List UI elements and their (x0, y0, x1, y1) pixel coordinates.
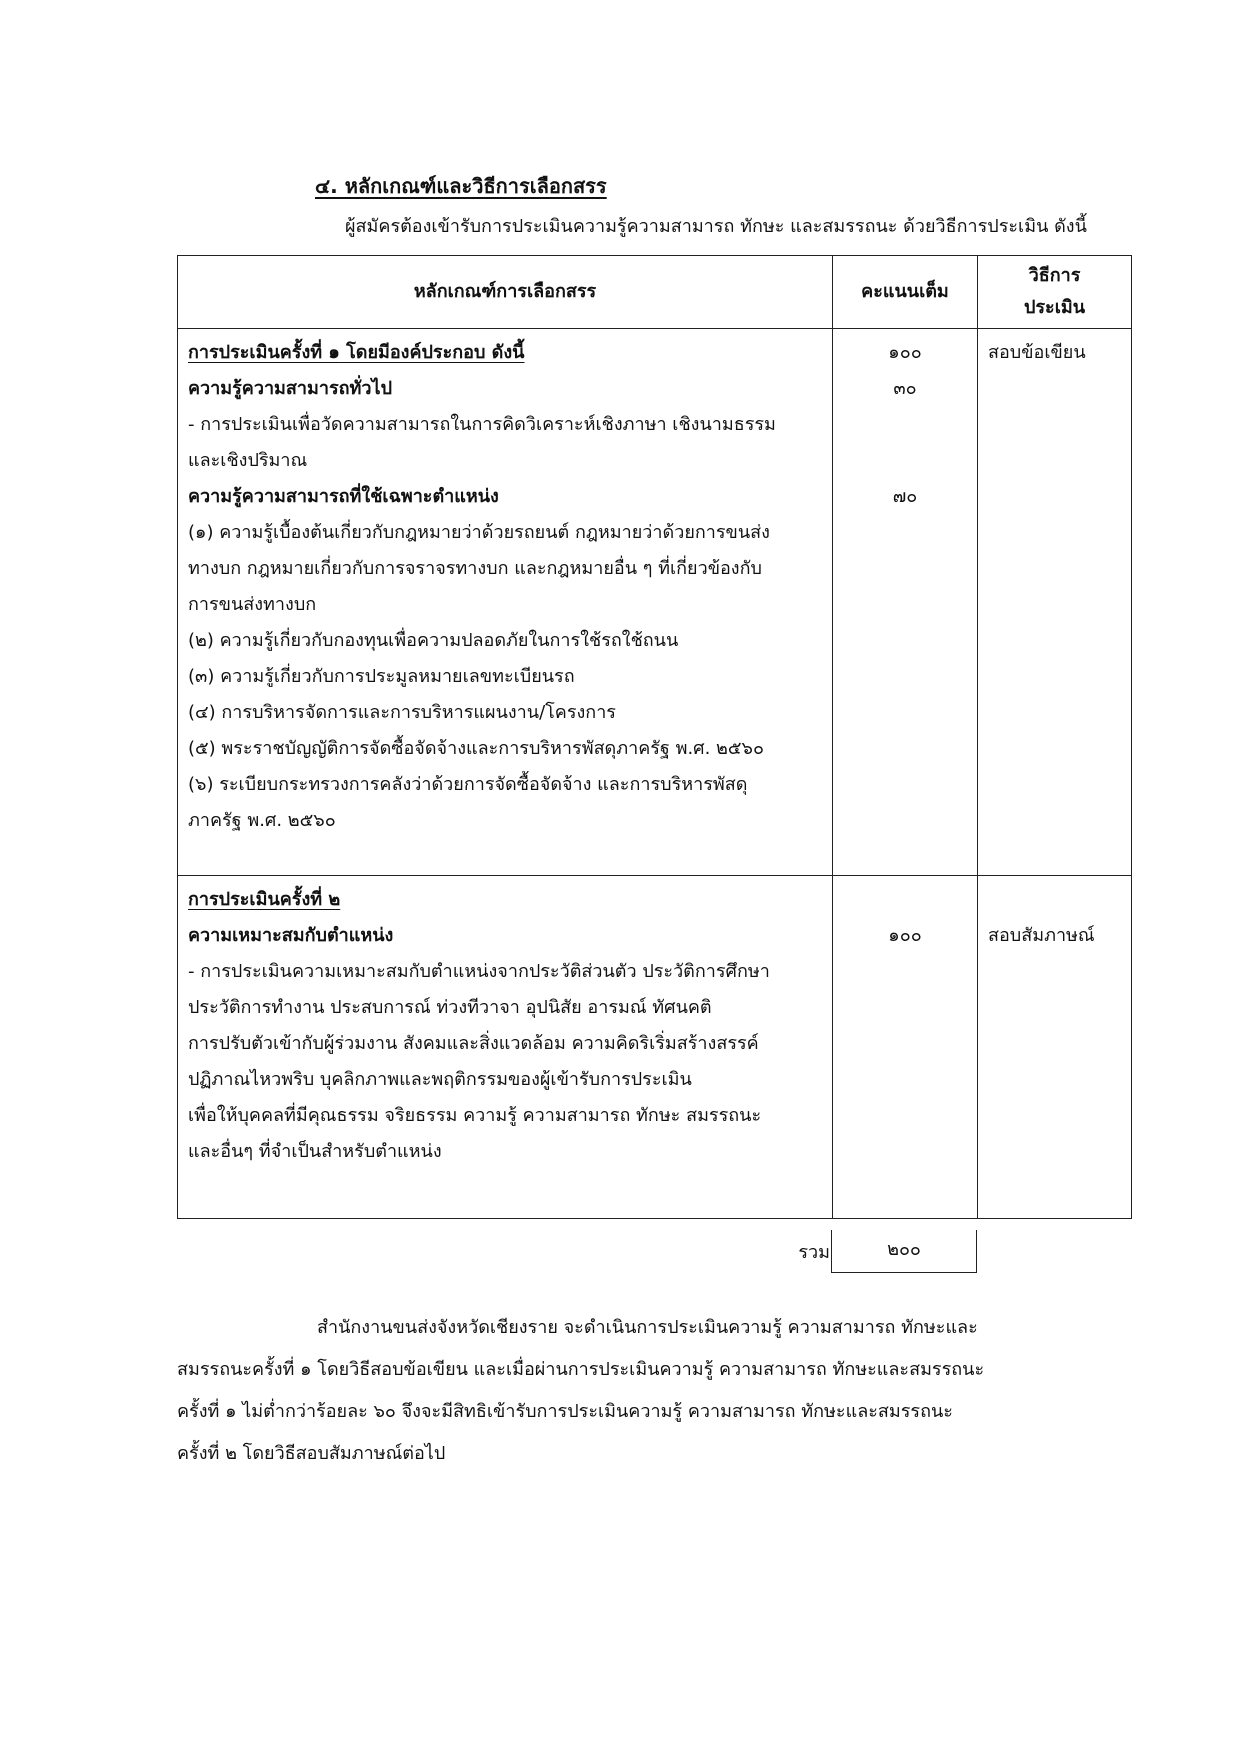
suitability-line: ประวัติการทำงาน ประสบการณ์ ท่วงทีวาจา อุปนิสัย อารมณ์ ทัศนคติ (188, 997, 712, 1018)
table-row-assessment-2 (178, 876, 1132, 1219)
assessment-2-scores (833, 876, 978, 1219)
general-knowledge-line: - การประเมินเพื่อวัดความสามารถในการคิดวิเคราะห์เชิงภาษา เชิงนามธรรม (188, 414, 776, 435)
specific-knowledge-line: การขนส่งทางบก (188, 594, 317, 615)
assessment-2-method-cell (978, 876, 1132, 1219)
suitability-line: - การประเมินความเหมาะสมกับตำแหน่งจากประวัติส่วนตัว ประวัติการศึกษา (188, 961, 770, 982)
specific-knowledge-line: ภาครัฐ พ.ศ. ๒๕๖๐ (188, 810, 336, 831)
total-label: รวม (798, 1242, 830, 1263)
general-knowledge-line: และเชิงปริมาณ (188, 450, 308, 471)
suitability-line: การปรับตัวเข้ากับผู้ร่วมงาน สังคมและสิ่งแวดล้อม ความคิดริเริ่มสร้างสรรค์ (188, 1033, 759, 1054)
header-full-score: คะแนนเต็ม (833, 256, 978, 329)
assessment-2-title: การประเมินครั้งที่ ๒ (188, 889, 341, 910)
general-knowledge-heading: ความรู้ความสามารถทั่วไป (188, 378, 392, 399)
closing-line: สำนักงานขนส่งจังหวัดเชียงราย จะดำเนินการประเมินความรู้ ความสามารถ ทักษะและ (317, 1317, 978, 1338)
specific-knowledge-line: (๓) ความรู้เกี่ยวกับการประมูลหมายเลขทะเบียนรถ (188, 666, 575, 687)
table-row-assessment-1 (178, 329, 1132, 876)
header-method-line1: วิธีการ (1028, 265, 1081, 286)
table-header-row (178, 256, 1132, 329)
criteria-table (177, 255, 1132, 1219)
specific-knowledge-score: ๗๐ (892, 486, 918, 507)
assessment-2-method: สอบสัมภาษณ์ (988, 925, 1095, 946)
specific-knowledge-heading: ความรู้ความสามารถที่ใช้เฉพาะตำแหน่ง (188, 486, 499, 507)
closing-line: สมรรถนะครั้งที่ ๑ โดยวิธีสอบข้อเขียน และเมื่อผ่านการประเมินความรู้ ความสามารถ ทักษะและสมรรถนะ (177, 1359, 985, 1380)
specific-knowledge-line: ทางบก กฎหมายเกี่ยวกับการจราจรทางบก และกฎหมายอื่น ๆ ที่เกี่ยวข้องกับ (188, 558, 762, 579)
specific-knowledge-line: (๕) พระราชบัญญัติการจัดซื้อจัดจ้างและการบริหารพัสดุภาครัฐ พ.ศ. ๒๕๖๐ (188, 738, 764, 759)
header-method (978, 256, 1132, 329)
closing-line: ครั้งที่ ๒ โดยวิธีสอบสัมภาษณ์ต่อไป (177, 1443, 446, 1464)
suitability-line: และอื่นๆ ที่จำเป็นสำหรับตำแหน่ง (188, 1141, 442, 1162)
header-criteria: หลักเกณฑ์การเลือกสรร (178, 256, 833, 329)
specific-knowledge-line: (๒) ความรู้เกี่ยวกับกองทุนเพื่อความปลอดภัยในการใช้รถใช้ถนน (188, 630, 679, 651)
assessment-1-method: สอบข้อเขียน (978, 329, 1132, 876)
total-score: ๒๐๐ (831, 1230, 977, 1273)
closing-line: ครั้งที่ ๑ ไม่ต่ำกว่าร้อยละ ๖๐ จึงจะมีสิทธิเข้ารับการประเมินความรู้ ความสามารถ ทักษะและสมรรถนะ (177, 1401, 953, 1422)
header-method-line2: ประเมิน (1023, 297, 1086, 318)
general-knowledge-score: ๓๐ (893, 378, 917, 399)
assessment-1-scores (833, 329, 978, 876)
assessment-1-title-line (188, 335, 824, 371)
assessment-2-total-score: ๑๐๐ (888, 925, 922, 946)
assessment-1-title-suffix: โดยมีองค์ประกอบ ดังนี้ (339, 342, 525, 363)
specific-knowledge-line: (๔) การบริหารจัดการและการบริหารแผนงาน/โครงการ (188, 702, 616, 723)
suitability-line: ปฏิภาณไหวพริบ บุคลิกภาพและพฤติกรรมของผู้เข้ารับการประเมิน (188, 1069, 692, 1090)
suitability-line: เพื่อให้บุคคลที่มีคุณธรรม จริยธรรม ความรู้ ความสามารถ ทักษะ สมรรถนะ (188, 1105, 762, 1126)
assessment-1-criteria (178, 329, 833, 876)
section-heading: ๔. หลักเกณฑ์และวิธีการเลือกสรร (315, 174, 607, 198)
assessment-1-title: การประเมินครั้งที่ ๑ (188, 342, 340, 363)
suitability-heading: ความเหมาะสมกับตำแหน่ง (188, 925, 394, 946)
assessment-1-total-score: ๑๐๐ (888, 342, 922, 363)
specific-knowledge-line: (๑) ความรู้เบื้องต้นเกี่ยวกับกฎหมายว่าด้วยรถยนต์ กฎหมายว่าด้วยการขนส่ง (188, 522, 770, 543)
specific-knowledge-line: (๖) ระเบียบกระทรวงการคลังว่าด้วยการจัดซื้อจัดจ้าง และการบริหารพัสดุ (188, 774, 748, 795)
section-intro: ผู้สมัครต้องเข้ารับการประเมินความรู้ความสามารถ ทักษะ และสมรรถนะ ด้วยวิธีการประเมิน ดังนี้ (345, 216, 1087, 237)
closing-paragraph (177, 1307, 1117, 1475)
assessment-2-criteria (178, 876, 833, 1219)
